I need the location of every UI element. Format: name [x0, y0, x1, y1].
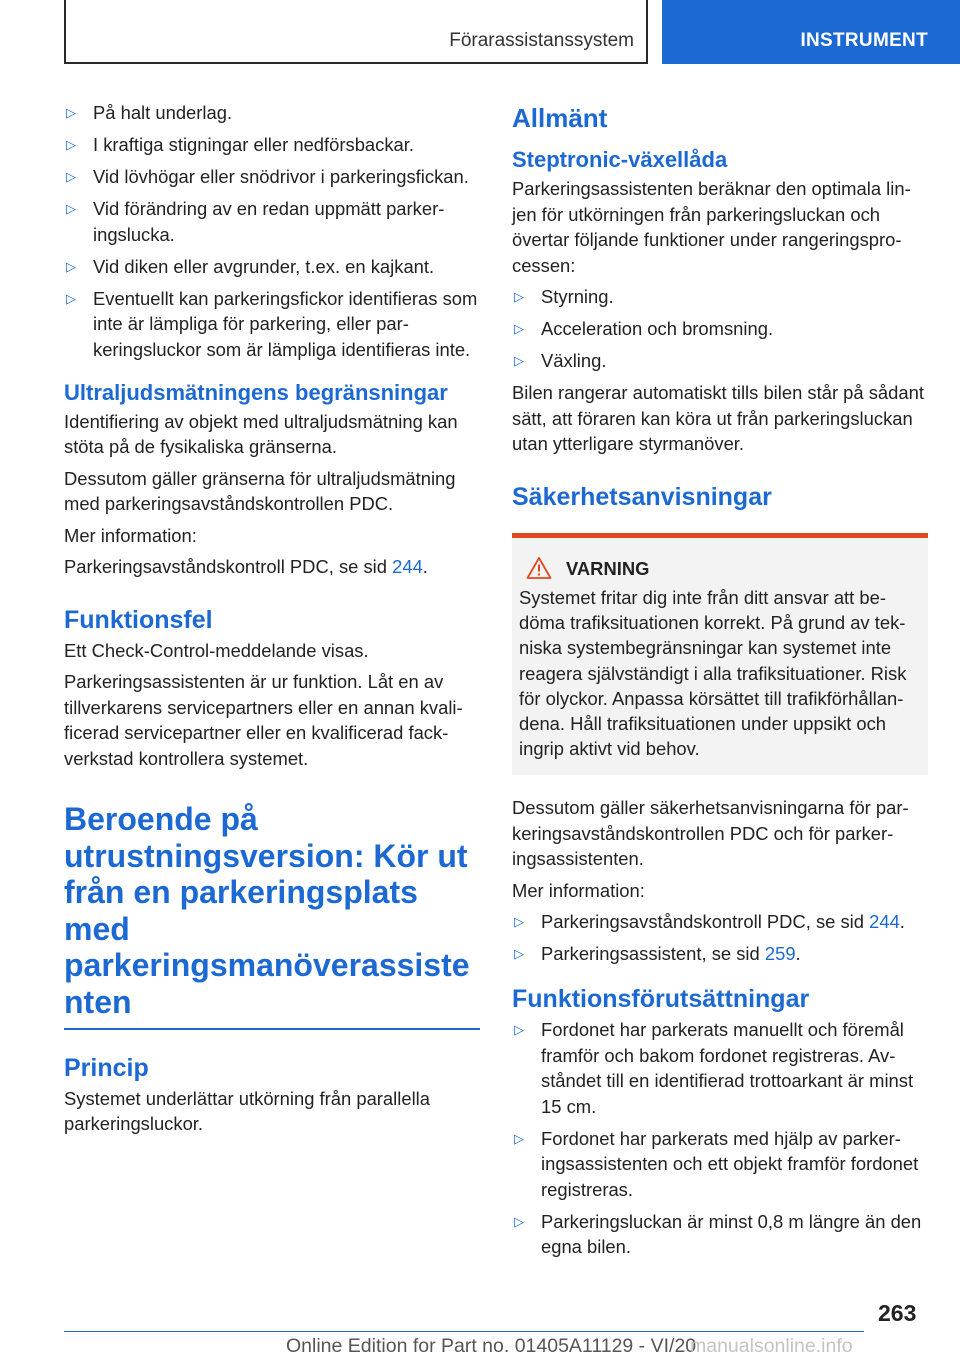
header-section-box — [64, 0, 648, 64]
safety-references-list — [512, 909, 928, 967]
principle-heading: Princip — [64, 1053, 149, 1082]
prerequisites-heading: Funktionsförutsättningar — [512, 985, 810, 1014]
ultrasonic-paragraph-1: Identifiering av objekt med ultraljudsmätning kan stöta på de fysikaliska gränserna. — [64, 410, 458, 457]
triangle-right-icon: ▷ — [514, 1130, 524, 1146]
safety-more-info: Mer information: — [512, 879, 645, 901]
triangle-right-icon: ▷ — [514, 914, 524, 930]
list-item: ▷ Fordonet har parkerats manuellt och föremål framför och bakom fordonet registreras. Avståndet till en identifierad trottoarkant är minst 15 cm. — [514, 1019, 914, 1117]
left-column — [64, 100, 480, 1143]
warning-text: Systemet fritar dig inte från ditt ansvar att bedöma trafiksituationen korrekt. På grund av tekniska systembegränsningar kan systemet inte reagera självständigt i alla trafiksituationer. Risk för olyckor. Anpassa körsättet till trafikförhållandena. Håll trafiksituationen under uppsikt och ingrip aktivt vid behov. — [519, 587, 907, 760]
page-number: 263 — [878, 1300, 917, 1326]
list-item: ▷ Vid lövhögar eller snödrivor i parkeringsfickan. — [64, 164, 480, 190]
warning-triangle-icon — [526, 556, 552, 580]
footer-edition: Online Edition for Part no. 01405A11129 - VI/20 — [286, 1335, 697, 1357]
list-item: ▷ Vid diken eller avgrunder, t.ex. en kajkant. — [64, 254, 480, 280]
triangle-right-icon: ▷ — [514, 1022, 524, 1038]
general-heading: Allmänt — [512, 103, 608, 133]
principle-paragraph: Systemet underlättar utkörning från parallella parkeringsluckor. — [64, 1087, 430, 1135]
triangle-right-icon: ▷ — [66, 169, 76, 184]
triangle-right-icon: ▷ — [66, 105, 76, 120]
triangle-right-icon: ▷ — [514, 289, 524, 304]
malfunction-paragraph-1: Ett Check-Control-meddelande visas. — [64, 639, 369, 661]
safety-heading: Säkerhetsanvisningar — [512, 482, 772, 511]
general-paragraph-1: Parkeringsassistenten beräknar den optimala linjen för utkörningen från parkeringsluckan och övertar följande funktioner under rangeringsprocessen: — [512, 178, 911, 276]
triangle-right-icon: ▷ — [514, 321, 524, 336]
safety-paragraph-1: Dessutom gäller säkerhetsanvisningarna för parkeringsavståndskontrollen PDC och för parkeringsassistenten. — [512, 797, 909, 870]
triangle-right-icon: ▷ — [66, 258, 76, 274]
header-chapter-tab — [662, 0, 960, 64]
limitations-list — [64, 100, 480, 362]
page-link-244[interactable]: 244 — [869, 911, 900, 933]
list-item: ▷ Acceleration och bromsning. — [512, 316, 928, 342]
warning-box — [512, 533, 928, 776]
list-item: ▷ Vid förändring av en redan uppmätt parkeringslucka. — [66, 198, 445, 245]
triangle-right-icon: ▷ — [514, 1213, 524, 1229]
right-column — [512, 100, 928, 1266]
header-section-title: Förarassistanssystem — [449, 30, 634, 51]
malfunction-paragraph-2: Parkeringsassistenten är ur funktion. Låt en av tillverkarens servicepartners eller en annan kvalificerad servicepartner eller en kvalificerad fackverkstad kontrollera systemet. — [64, 671, 463, 769]
list-item: ▷ Eventuellt kan parkeringsfickor identifieras som inte är lämpliga för parkering, eller parkeringsluckor som är lämpliga identifieras inte. — [66, 287, 478, 360]
page-link-244[interactable]: 244 — [392, 556, 423, 577]
list-item: ▷ Parkeringsassistent, se sid 259. — [512, 941, 928, 967]
warning-label: VARNING — [566, 557, 650, 579]
malfunction-heading: Funktionsfel — [64, 605, 213, 634]
general-paragraph-2: Bilen rangerar automatiskt tills bilen står på sådant sätt, att föraren kan köra ut från parkeringsluckan utan ytterligare styrmanöver. — [512, 382, 924, 454]
list-item: ▷ Parkeringsluckan är minst 0,8 m längre än den egna bilen. — [514, 1210, 922, 1258]
warning-title — [519, 556, 920, 582]
list-item: ▷ Växling. — [512, 348, 928, 374]
footer-watermark: manualsonline.info — [690, 1335, 853, 1357]
ultrasonic-heading: Ultraljudsmätningens begränsningar — [64, 379, 448, 405]
list-item: ▷ Styrning. — [512, 284, 928, 310]
header-chapter-title: INSTRUMENT — [800, 30, 928, 51]
list-item: ▷ På halt underlag. — [64, 100, 480, 126]
list-item: ▷ I kraftiga stigningar eller nedförsbackar. — [64, 132, 480, 158]
triangle-right-icon: ▷ — [514, 353, 524, 368]
chapter-heading: Beroende på utrustningsversion: Kör ut från en parkeringsplats med parkeringsmanöverassiste nten — [64, 801, 470, 1020]
list-item: ▷ Fordonet har parkerats med hjälp av parkeringsassistenten och ett objekt framför fordonet registreras. — [514, 1127, 919, 1200]
footer-divider — [64, 1331, 864, 1332]
functions-list — [512, 284, 928, 374]
ultrasonic-paragraph-2: Dessutom gäller gränserna för ultraljudsmätning med parkeringsavståndskontrollen PDC. — [64, 467, 456, 514]
ultrasonic-reference: Parkeringsavståndskontroll PDC, se sid 244. — [64, 556, 428, 577]
triangle-right-icon: ▷ — [66, 290, 76, 306]
list-item: ▷ Parkeringsavståndskontroll PDC, se sid 244. — [512, 909, 928, 935]
ultrasonic-more-info: Mer information: — [64, 524, 197, 546]
triangle-right-icon: ▷ — [66, 201, 76, 216]
prerequisites-list — [512, 1017, 928, 1260]
triangle-right-icon: ▷ — [514, 946, 524, 962]
page-link-259[interactable]: 259 — [764, 943, 796, 965]
steptronic-heading: Steptronic-växellåda — [512, 147, 728, 172]
triangle-right-icon: ▷ — [66, 137, 76, 152]
